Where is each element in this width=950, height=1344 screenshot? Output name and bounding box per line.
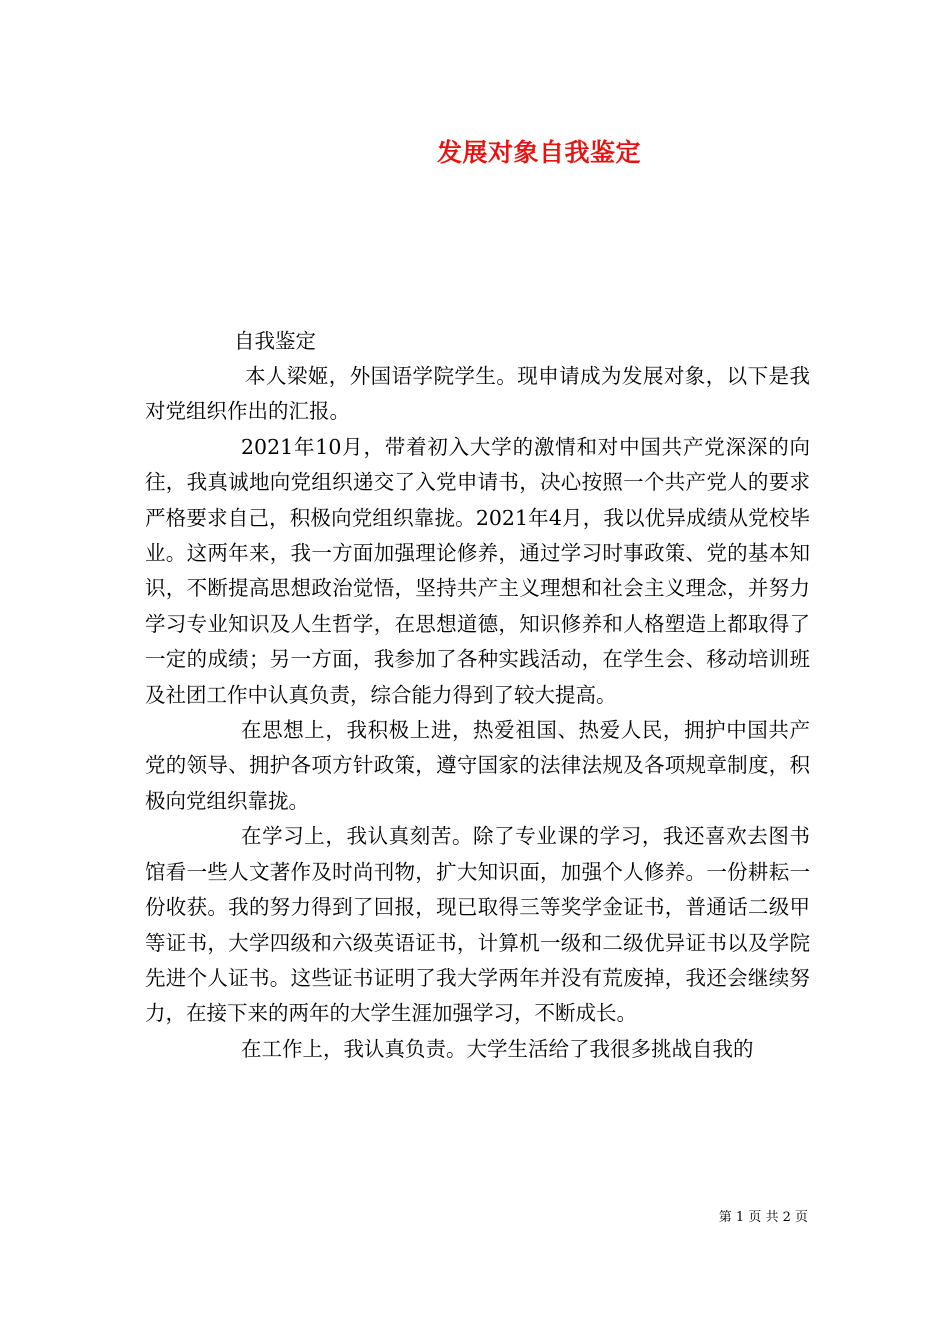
section-heading: 自我鉴定	[234, 329, 316, 353]
paragraph: 在学习上，我认真刻苦。除了专业课的学习，我还喜欢去图书馆看一些人文著作及时尚刊物，扩大知识面，加强个人修养。一份耕耘一份收获。我的努力得到了回报，现已取得三等奖学金证书，普通话二级甲等证书，大学四级和六级英语证书，计算机一级和二级优异证书以及学院先进个人证书。这些证书证明了我大学两年并没有荒废掉，我还会继续努力，在接下来的两年的大学生涯加强学习，不断成长。	[145, 824, 810, 1026]
paragraph: 在工作上，我认真负责。大学生活给了我很多挑战自我的	[241, 1036, 754, 1061]
page-footer: 第 1 页 共 2 页	[718, 1210, 808, 1225]
document-title: 发展对象自我鉴定	[436, 138, 641, 167]
paragraph: 在思想上，我积极上进，热爱祖国、热爱人民，拥护中国共产党的领导、拥护各项方针政策，遵守国家的法律法规及各项规章制度，积极向党组织靠拢。	[145, 718, 810, 813]
document-body	[145, 324, 810, 1067]
paragraph: 本人梁姬，外国语学院学生。现申请成为发展对象，以下是我对党组织作出的汇报。	[145, 364, 810, 424]
paragraph: 2021年10月，带着初入大学的激情和对中国共产党深深的向往，我真诚地向党组织递交了入党申请书，决心按照一个共产党人的要求严格要求自己，积极向党组织靠拢。2021年4月，我以优异成绩从党校毕业。这两年来，我一方面加强理论修养，通过学习时事政策、党的基本知识，不断提高思想政治觉悟，坚持共产主义理想和社会主义理念，并努力学习专业知识及人生哲学，在思想道德，知识修养和人格塑造上都取得了一定的成绩；另一方面，我参加了各种实践活动，在学生会、移动培训班及社团工作中认真负责，综合能力得到了较大提高。	[145, 434, 810, 707]
